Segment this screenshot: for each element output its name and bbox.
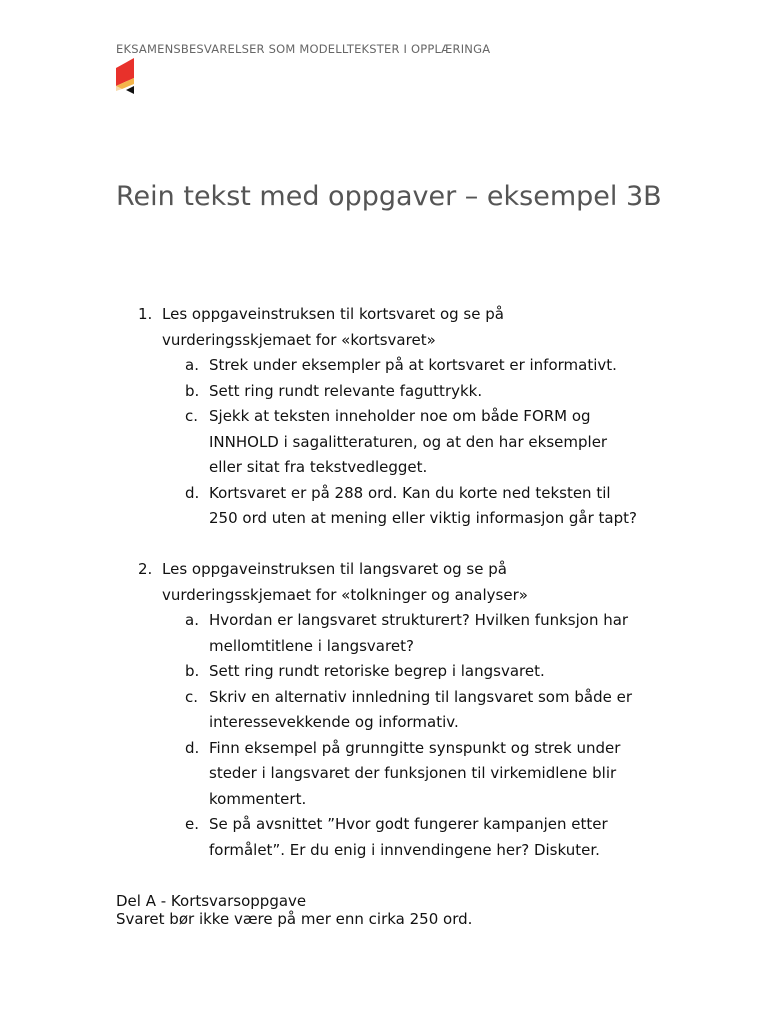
- logo-arrow-shape: [126, 86, 134, 94]
- subtask-item: [162, 736, 676, 813]
- subtask-text-line: Finn eksempel på grunngitte synspunkt og strek under: [209, 738, 621, 757]
- subtask-item: [162, 659, 676, 685]
- subtask-letter: e.: [185, 815, 199, 833]
- subtask-item: [162, 812, 676, 863]
- subtask-text-line: eller sitat fra tekstvedlegget.: [209, 458, 428, 476]
- task-text-line: Les oppgaveinstruksen til langsvaret og se på: [162, 560, 507, 578]
- subtask-text-line: Hvordan er langsvaret strukturert? Hvilken funksjon har: [209, 611, 629, 629]
- subtask-letter: a.: [185, 611, 199, 629]
- page-title: Rein tekst med oppgaver – eksempel 3B: [116, 181, 662, 212]
- section-footer: [116, 892, 472, 928]
- subtask-letter: b.: [185, 381, 200, 400]
- subtask-text-line: formålet”. Er du enig i innvendingene her? Diskuter.: [209, 840, 600, 859]
- subtask-text-line: Sett ring rundt relevante faguttrykk.: [209, 381, 483, 400]
- subtask-text-line: INNHOLD i sagalitteraturen, og at den har eksempler: [209, 432, 608, 451]
- subtask-text-line: Sjekk at teksten inneholder noe om både FORM og: [209, 407, 591, 425]
- subtask-text-line: kommentert.: [209, 789, 307, 808]
- task-number: 1.: [138, 305, 153, 323]
- subtask-letter: d.: [185, 738, 200, 757]
- section-heading: Del A - Kortsvarsoppgave: [116, 892, 307, 910]
- subtask-text-line: interessevekkende og informativ.: [209, 713, 459, 731]
- subtask-letter: d.: [185, 483, 200, 502]
- task-number: 2.: [138, 560, 153, 578]
- subtask-text-line: mellomtitlene i langsvaret?: [209, 636, 414, 655]
- subtask-item: [162, 608, 676, 659]
- document-header: EKSAMENSBESVARELSER SOM MODELLTEKSTER I OPPLÆRINGA: [116, 42, 491, 56]
- subtask-letter: a.: [185, 356, 199, 374]
- task-item: [116, 557, 676, 863]
- subtask-item: [162, 379, 676, 405]
- subtask-item: [162, 481, 676, 532]
- task-text-line: vurderingsskjemaet for «kortsvaret»: [162, 330, 436, 349]
- subtask-text-line: Skriv en alternativ innledning til langsvaret som både er: [209, 687, 632, 706]
- subtask-item: [162, 404, 676, 481]
- subtask-text-line: Strek under eksempler på at kortsvaret er informativt.: [209, 356, 617, 374]
- subtask-text-line: Sett ring rundt retoriske begrep i langsvaret.: [209, 662, 545, 680]
- subtask-letter: c.: [185, 407, 199, 425]
- subtask-item: [162, 685, 676, 736]
- section-instruction: Svaret bør ikke være på mer enn cirka 250 ord.: [116, 910, 473, 928]
- subtask-item: [162, 353, 676, 379]
- task-text-line: Les oppgaveinstruksen til kortsvaret og se på: [162, 305, 504, 323]
- subtask-text-line: Se på avsnittet ”Hvor godt fungerer kampanjen etter: [209, 815, 608, 833]
- subtask-text-line: Kortsvaret er på 288 ord. Kan du korte ned teksten til: [209, 483, 611, 502]
- subtask-text-line: steder i langsvaret der funksjonen til virkemidlene blir: [209, 764, 617, 782]
- logo-icon: [116, 58, 136, 96]
- subtask-letter: b.: [185, 662, 200, 680]
- task-list: [116, 302, 676, 863]
- subtask-letter: c.: [185, 687, 199, 706]
- subtask-text-line: 250 ord uten at mening eller viktig informasjon går tapt?: [209, 509, 637, 527]
- task-item: [116, 302, 676, 532]
- task-text-line: vurderingsskjemaet for «tolkninger og analyser»: [162, 585, 528, 604]
